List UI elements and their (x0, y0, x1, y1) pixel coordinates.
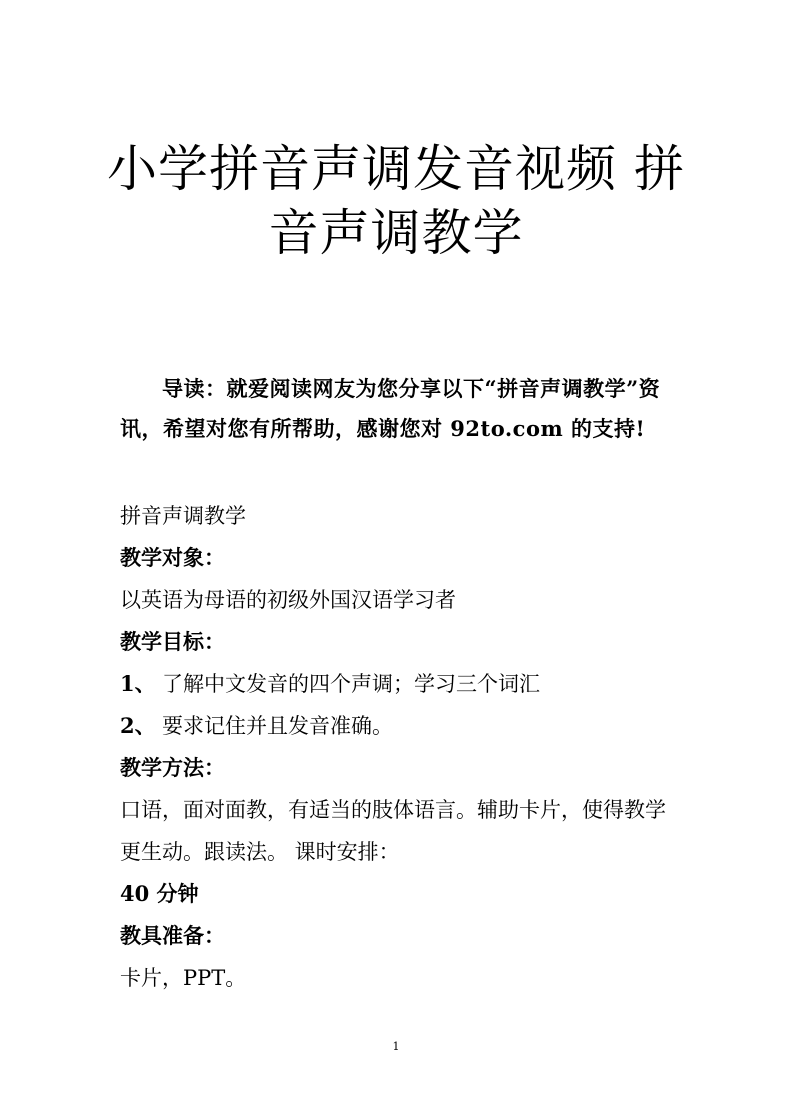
document-title-line-2: 音声调教学 (268, 204, 524, 262)
section-heading: 拼音声调教学 (120, 504, 246, 528)
page-number: 1 (392, 1040, 400, 1053)
target-label: 教学对象： (120, 545, 225, 570)
goal-text: 了解中文发音的四个声调；学习三个词汇 (162, 672, 540, 696)
tools-label: 教具准备： (120, 923, 225, 948)
goal-text: 要求记住并且发音准确。 (162, 714, 393, 738)
method-label: 教学方法： (120, 755, 225, 780)
goal-label: 教学目标： (120, 629, 225, 654)
intro-paragraph: 导读：就爱阅读网友为您分享以下“拼音声调教学”资讯，希望对您有所帮助，感谢您对 92to.com 的支持! (120, 376, 661, 441)
goal-number: 2、 (120, 713, 156, 738)
goal-item (120, 669, 680, 699)
tools-text: 卡片，PPT。 (120, 966, 247, 990)
target-text: 以英语为母语的初级外国汉语学习者 (120, 588, 456, 612)
document-title-line-1: 小学拼音声调发音视频 拼 (107, 140, 685, 198)
method-text: 口语，面对面教，有适当的肢体语言。辅助卡片，使得教学更生动。跟读法。 课时安排： (120, 798, 666, 864)
duration-text: 40 分钟 (120, 881, 199, 906)
goal-number: 1、 (120, 671, 156, 696)
goal-item (120, 711, 680, 741)
